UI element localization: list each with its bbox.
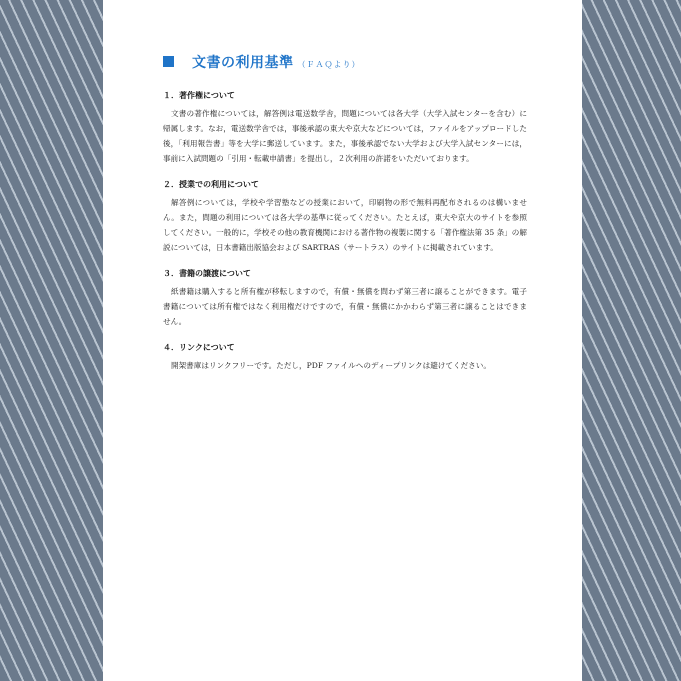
document-title (163, 52, 552, 72)
title-subtitle: （ＦＡＱより） (297, 60, 361, 69)
section-heading: ３．書籍の譲渡について (163, 269, 251, 278)
title-square-icon (163, 56, 174, 67)
section-heading: １．著作権について (163, 91, 235, 100)
section-links (163, 342, 552, 373)
section-body: 紙書籍は購入すると所有権が移転しますので，有償・無償を問わず第三者に譲ることができます。電子書籍については所有権ではなく利用権だけですので，有償・無償にかかわらず第三者に譲ることはできません。 (163, 287, 527, 326)
section-classroom-use (163, 179, 552, 255)
section-book-transfer (163, 268, 552, 329)
section-heading: ４．リンクについて (163, 343, 235, 352)
section-body: 解答例については，学校や学習塾などの授業において，印刷物の形で無料再配布されるのは構いません。また，問題の利用については各大学の基準に従ってください。たとえば，東大や京大のサイトを参照してください。一般的に，学校その他の教育機関における著作物の複製に関する「著作権法第 35 条」の解説については，日本書籍出版協会および SARTRAS（サートラス）のサイトに掲載されています。 (163, 198, 527, 252)
title-text: 文書の利用基準 (192, 55, 294, 71)
section-body: 文書の著作権については，解答例は電送数学舎，問題については各大学（大学入試センターを含む）に帰属します。なお，電送数学舎では，事後承認の東大や京大などについては，ファイルをアップロードした後，「利用報告書」等を大学に郵送しています。また，事後承認でない大学および大学入試センターには，事前に入試問題の「引用・転載申請書」を提出し，２次利用の許諾をいただいております。 (163, 109, 527, 163)
section-heading: ２．授業での利用について (163, 180, 259, 189)
section-body: 開架書庫はリンクフリーです。ただし，PDF ファイルへのディープリンクは避けてください。 (171, 361, 491, 370)
section-copyright (163, 90, 552, 166)
document-page (103, 0, 582, 681)
